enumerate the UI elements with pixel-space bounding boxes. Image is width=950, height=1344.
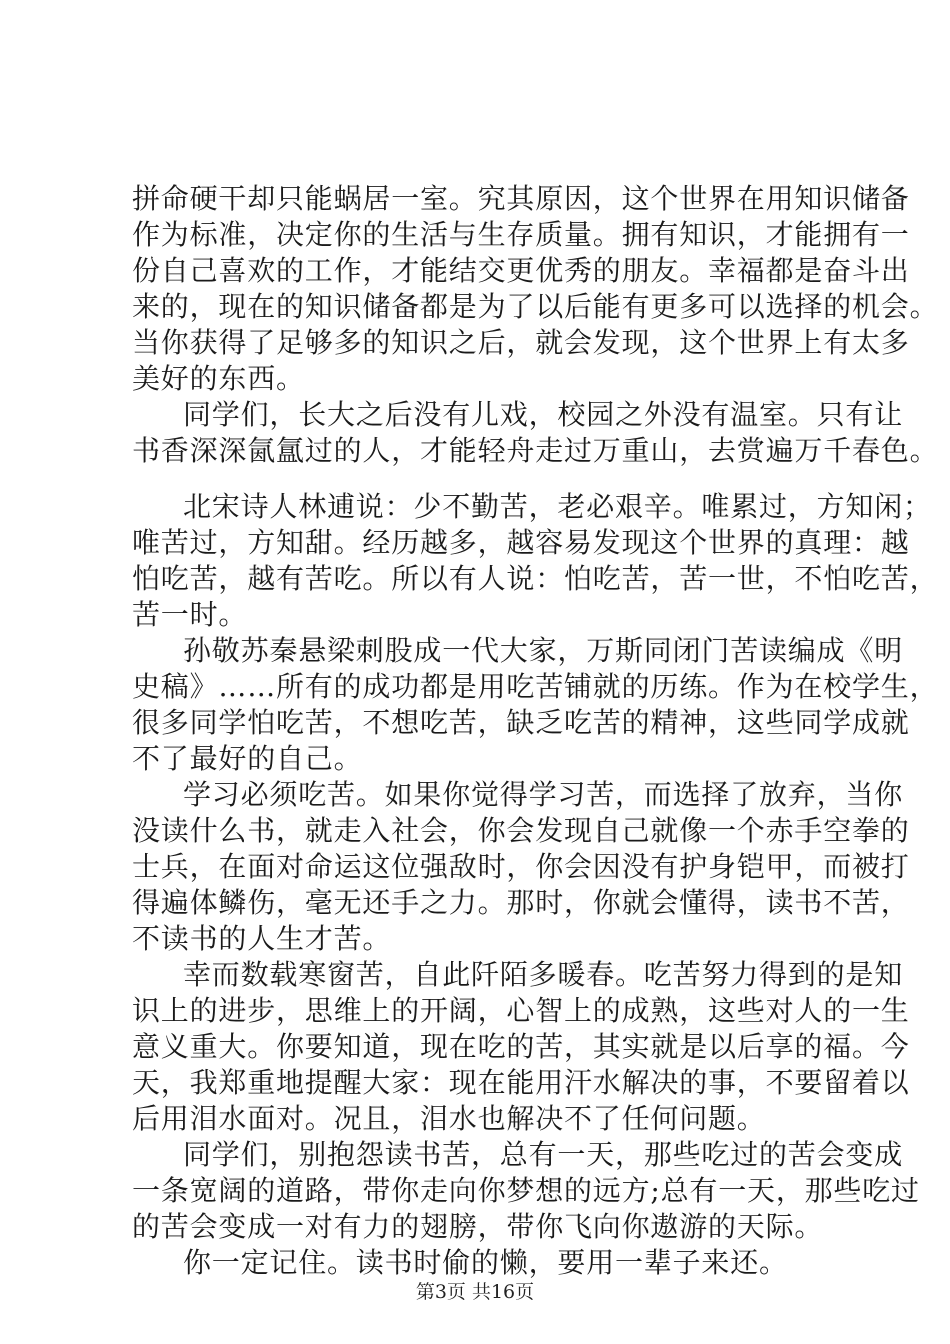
text-line: 份自己喜欢的工作，才能结交更优秀的朋友。幸福都是奋斗出 xyxy=(132,254,910,287)
text-line: 怕吃苦，越有苦吃。所以有人说：怕吃苦，苦一世，不怕吃苦， xyxy=(132,562,939,595)
text-line: 不了最好的自己。 xyxy=(132,742,363,775)
text-line: 不读书的人生才苦。 xyxy=(132,922,392,955)
text-line: 当你获得了足够多的知识之后，就会发现，这个世界上有太多 xyxy=(132,326,910,359)
text-line: 同学们，别抱怨读书苦，总有一天，那些吃过的苦会变成 xyxy=(183,1138,904,1171)
text-line: 唯苦过，方知甜。经历越多，越容易发现这个世界的真理：越 xyxy=(132,526,910,559)
text-line: 后用泪水面对。况且，泪水也解决不了任何问题。 xyxy=(132,1102,766,1135)
page-footer xyxy=(0,1280,950,1304)
text-line: 没读什么书，就走入社会，你会发现自己就像一个赤手空拳的 xyxy=(132,814,910,847)
text-line: 美好的东西。 xyxy=(132,362,305,395)
text-line: 拼命硬干却只能蜗居一室。究其原因，这个世界在用知识储备 xyxy=(132,182,910,215)
text-line: 书香深深氤氲过的人，才能轻舟走过万重山，去赏遍万千春色。 xyxy=(132,434,939,467)
text-line: 作为标准，决定你的生活与生存质量。拥有知识，才能拥有一 xyxy=(132,218,910,251)
text-line: 识上的进步，思维上的开阔，心智上的成熟，这些对人的一生 xyxy=(132,994,910,1027)
text-line: 学习必须吃苦。如果你觉得学习苦，而选择了放弃，当你 xyxy=(183,778,904,811)
text-line: 同学们，长大之后没有儿戏，校园之外没有温室。只有让 xyxy=(183,398,904,431)
text-line: 你一定记住。读书时偷的懒，要用一辈子来还。 xyxy=(183,1246,788,1279)
text-line: 幸而数载寒窗苦，自此阡陌多暖春。吃苦努力得到的是知 xyxy=(183,958,904,991)
text-line: 得遍体鳞伤，毫无还手之力。那时，你就会懂得，读书不苦， xyxy=(132,886,910,919)
text-line: 很多同学怕吃苦，不想吃苦，缺乏吃苦的精神，这些同学成就 xyxy=(132,706,910,739)
page-total: 共16页 xyxy=(471,1281,535,1303)
text-line: 苦一时。 xyxy=(132,598,248,631)
page-number: 第3页 xyxy=(415,1281,466,1303)
text-line: 一条宽阔的道路，带你走向你梦想的远方;总有一天，那些吃过 xyxy=(132,1174,920,1207)
text-line: 意义重大。你要知道，现在吃的苦，其实就是以后享的福。今 xyxy=(132,1030,910,1063)
text-line: 来的，现在的知识储备都是为了以后能有更多可以选择的机会。 xyxy=(132,290,939,323)
text-line: 北宋诗人林逋说：少不勤苦，老必艰辛。唯累过，方知闲； xyxy=(183,490,932,523)
text-line: 孙敬苏秦悬梁刺股成一代大家，万斯同闭门苦读编成《明 xyxy=(183,634,904,667)
text-line: 天，我郑重地提醒大家：现在能用汗水解决的事，不要留着以 xyxy=(132,1066,910,1099)
text-line: 士兵，在面对命运这位强敌时，你会因没有护身铠甲，而被打 xyxy=(132,850,910,883)
text-line: 的苦会变成一对有力的翅膀，带你飞向你遨游的天际。 xyxy=(132,1210,824,1243)
text-line: 史稿》……所有的成功都是用吃苦铺就的历练。作为在校学生， xyxy=(132,670,939,703)
